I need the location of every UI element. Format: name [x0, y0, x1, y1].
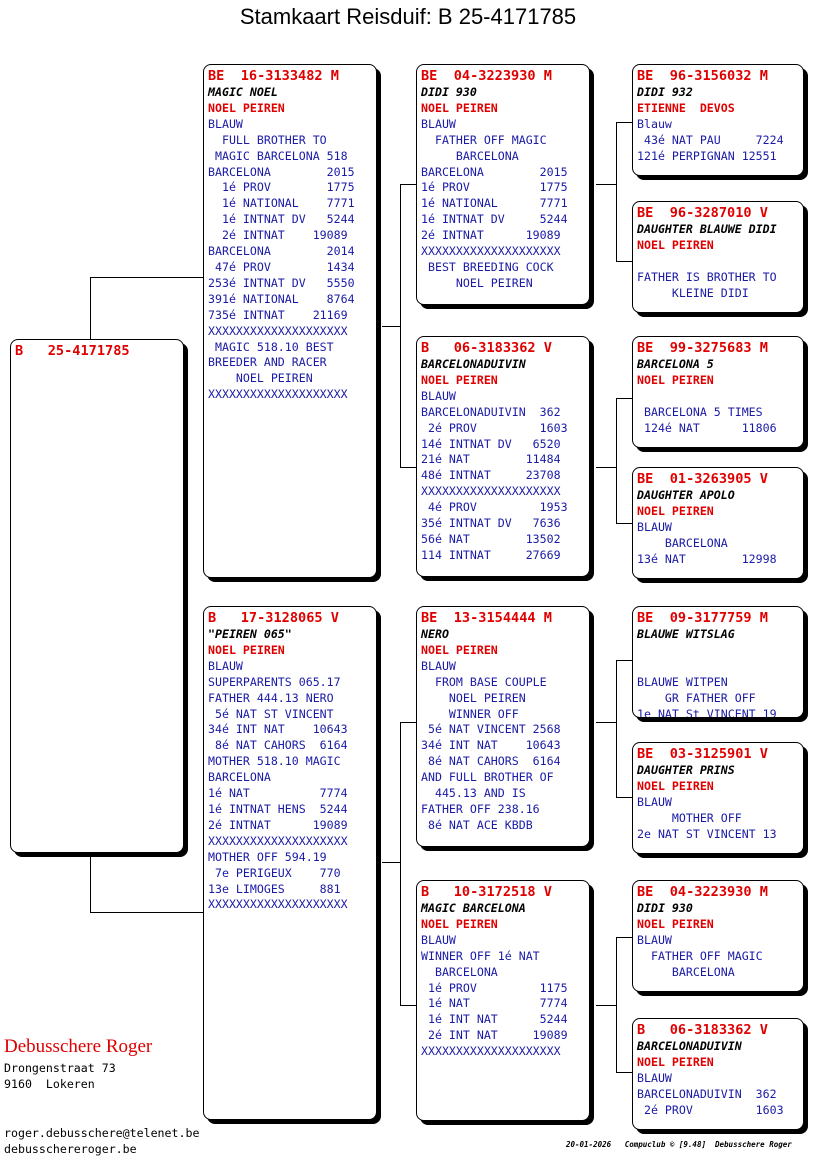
footer-text: 20-01-2026 Compuclub © [9.48] Debusschere Roger [566, 1140, 792, 1149]
info-line: FATHER OFF MAGIC [637, 948, 763, 963]
connector-line [400, 722, 401, 1006]
info-line: BREEDER AND RACER [208, 355, 327, 370]
great-grandparent-card-3 [632, 336, 804, 448]
info-line: 121é PERPIGNAN 12551 [637, 148, 777, 163]
info-line: MOTHER 518.10 MAGIC [208, 754, 341, 769]
info-line: BLAUW [637, 1070, 672, 1085]
info-line: MOTHER OFF 594.19 [208, 849, 327, 864]
breeder-name: NOEL PEIREN [637, 916, 714, 931]
info-line: BLAUW [637, 932, 672, 947]
pigeon-name: MAGIC NOEL [208, 85, 278, 99]
info-line: 1é NAT 7774 [208, 786, 348, 801]
mother-card [203, 606, 377, 1120]
paternal-grandfather-card [416, 64, 590, 305]
ring-number: B 17-3128065 V [208, 610, 339, 626]
connector-line [616, 660, 617, 798]
info-line: FULL BROTHER TO [208, 132, 327, 147]
pigeon-name: DIDI 930 [637, 901, 693, 915]
owner-city: 9160 Lokeren [4, 1077, 95, 1091]
info-line: WINNER OFF 1é NAT [421, 948, 540, 963]
great-grandparent-card-7 [632, 880, 804, 992]
connector-line [616, 937, 633, 938]
connector-line [90, 277, 91, 339]
pigeon-name: BARCELONADUIVIN [421, 357, 526, 371]
pigeon-name: DIDI 932 [637, 85, 693, 99]
info-line: 2é PROV 1603 [637, 1102, 784, 1117]
connector-line [616, 660, 633, 661]
maternal-grandfather-card [416, 606, 590, 847]
great-grandparent-card-1 [632, 64, 804, 176]
breeder-name: NOEL PEIREN [637, 1054, 714, 1069]
info-line: BLAUW [637, 794, 672, 809]
info-line: AND FULL BROTHER OF [421, 770, 554, 785]
connector-line [616, 261, 633, 262]
info-line: 48é INTNAT 23708 [421, 468, 561, 483]
pigeon-name: DAUGHTER BLAUWE DIDI [637, 222, 777, 236]
info-line: MAGIC 518.10 BEST [208, 339, 334, 354]
pigeon-name: MAGIC BARCELONA [421, 901, 526, 915]
info-line: 1é INTNAT DV 5244 [208, 212, 355, 227]
info-line: BLAUW [637, 519, 672, 534]
info-line: 2é INTNAT 19089 [421, 228, 561, 243]
connector-line [616, 122, 633, 123]
great-grandparent-card-6 [632, 742, 804, 854]
ring-number: BE 04-3223930 M [637, 884, 768, 900]
info-line: 56é NAT 13502 [421, 531, 561, 546]
maternal-grandmother-card [416, 880, 590, 1121]
breeder-name: NOEL PEIREN [637, 778, 714, 793]
connector-line [596, 1005, 616, 1006]
great-grandparent-card-4 [632, 467, 804, 579]
info-line: BARCELONA 2015 [421, 164, 568, 179]
connector-line [90, 853, 91, 912]
info-line: 1é PROV 1175 [421, 980, 568, 995]
ring-number: BE 09-3177759 M [637, 610, 768, 626]
info-line: 124é NAT 11806 [637, 420, 777, 435]
info-line: 253é INTNAT DV 5550 [208, 275, 355, 290]
great-grandparent-card-2 [632, 201, 804, 313]
pigeon-name: BARCELONA 5 [637, 357, 714, 371]
info-line: 34é INT NAT 10643 [421, 738, 561, 753]
info-line: 5é NAT VINCENT 2568 [421, 722, 561, 737]
info-line: 43é NAT PAU 7224 [637, 132, 784, 147]
info-line: NOEL PEIREN [208, 371, 313, 386]
ring-number: B 06-3183362 V [421, 340, 552, 356]
info-line: KLEINE DIDI [637, 285, 749, 300]
info-line: 47é PROV 1434 [208, 259, 355, 274]
breeder-name: NOEL PEIREN [637, 237, 714, 252]
info-line: 1é NATIONAL 7771 [208, 196, 355, 211]
info-line: BARCELONA [637, 535, 728, 550]
info-line: BLAUW [421, 658, 456, 673]
info-line: 391é NATIONAL 8764 [208, 291, 355, 306]
info-line: BLAUWE WITPEN [637, 674, 728, 689]
info-line: XXXXXXXXXXXXXXXXXXXX [421, 1044, 561, 1059]
info-line: 114 INTNAT 27669 [421, 547, 561, 562]
great-grandparent-card-5 [632, 606, 804, 718]
info-line: BLAUW [208, 116, 243, 131]
info-line: FROM BASE COUPLE [421, 674, 547, 689]
connector-line [400, 722, 417, 723]
info-line: 5é NAT ST VINCENT [208, 706, 334, 721]
connector-line [90, 277, 204, 278]
connector-line [616, 122, 617, 262]
info-line: 8é NAT CAHORS 6164 [421, 754, 561, 769]
breeder-name: NOEL PEIREN [421, 372, 498, 387]
breeder-name [637, 643, 799, 659]
pigeon-name: DAUGHTER APOLO [637, 488, 735, 502]
info-line: 4é PROV 1953 [421, 500, 568, 515]
info-line: 1é INTNAT HENS 5244 [208, 801, 348, 816]
info-line: 35é INTNAT DV 7636 [421, 516, 561, 531]
info-line: 8é NAT CAHORS 6164 [208, 738, 348, 753]
subject-card [10, 339, 184, 853]
pigeon-name: BARCELONADUIVIN [637, 1039, 742, 1053]
info-line: 1é PROV 1775 [421, 180, 568, 195]
breeder-name: NOEL PEIREN [637, 503, 714, 518]
info-line: 1é PROV 1775 [208, 180, 355, 195]
info-line: SUPERPARENTS 065.17 [208, 674, 341, 689]
info-line: 2é INTNAT 19089 [208, 228, 348, 243]
info-line: BARCELONA [208, 770, 271, 785]
info-line: 7e PERIGEUX 770 [208, 865, 341, 880]
connector-line [616, 398, 617, 524]
info-line: 2é INTNAT 19089 [208, 817, 348, 832]
ring-number: BE 96-3287010 V [637, 205, 768, 221]
info-line: 13e LIMOGES 881 [208, 881, 341, 896]
connector-line [400, 1005, 417, 1006]
ring-number: BE 13-3154444 M [421, 610, 552, 626]
ring-number: BE 03-3125901 V [637, 746, 768, 762]
breeder-name: NOEL PEIREN [421, 642, 498, 657]
info-line: FATHER OFF 238.16 [421, 801, 540, 816]
pigeon-name: DIDI 930 [421, 85, 477, 99]
paternal-grandmother-card [416, 336, 590, 577]
info-line: XXXXXXXXXXXXXXXXXXXX [421, 484, 561, 499]
info-line: BEST BREEDING COCK [421, 259, 554, 274]
info-line: 21é NAT 11484 [421, 452, 561, 467]
info-line: 2é PROV 1603 [421, 420, 568, 435]
info-line: WINNER OFF [421, 706, 519, 721]
info-line: BARCELONADUIVIN 362 [421, 404, 561, 419]
info-line: FATHER 444.13 NERO [208, 690, 334, 705]
info-line [637, 254, 799, 270]
breeder-name: NOEL PEIREN [421, 916, 498, 931]
info-line: 1e NAT St VINCENT 19 [637, 706, 777, 718]
info-line: NOEL PEIREN [421, 275, 533, 290]
connector-line [400, 184, 401, 468]
great-grandparent-card-8 [632, 1018, 804, 1130]
info-line: 1é NATIONAL 7771 [421, 196, 568, 211]
connector-line [382, 862, 400, 863]
info-line: BLAUW [208, 658, 243, 673]
connector-line [400, 184, 417, 185]
breeder-name: NOEL PEIREN [421, 100, 498, 115]
connector-line [616, 797, 633, 798]
connector-line [382, 326, 400, 327]
info-line: BLAUW [421, 388, 456, 403]
info-line: BARCELONA [421, 964, 498, 979]
info-line: BARCELONA [637, 964, 735, 979]
pigeon-name: DAUGHTER PRINS [637, 763, 735, 777]
pigeon-name: NERO [421, 627, 449, 641]
ring-number: B 06-3183362 V [637, 1022, 768, 1038]
ring-number: BE 16-3133482 M [208, 68, 339, 84]
connector-line [596, 722, 616, 723]
info-line: BARCELONA 5 TIMES [637, 404, 763, 419]
connector-line [90, 912, 204, 913]
breeder-name: ETIENNE DEVOS [637, 100, 735, 115]
breeder-name: NOEL PEIREN [208, 100, 285, 115]
info-line: 13é NAT 12998 [637, 551, 777, 566]
subject-ring: B 25-4171785 [15, 343, 130, 359]
info-line: 2e NAT ST VINCENT 13 [637, 826, 777, 841]
info-line: Blauw [637, 116, 672, 131]
info-line: 8é NAT ACE KBDB [421, 817, 533, 832]
info-line: BARCELONADUIVIN 362 [637, 1086, 777, 1101]
info-line: BLAUW [421, 932, 456, 947]
info-line: XXXXXXXXXXXXXXXXXXXX [208, 897, 348, 912]
pigeon-name: BLAUWE WITSLAG [637, 627, 735, 641]
info-line: NOEL PEIREN [421, 690, 526, 705]
info-line: 2é INT NAT 19089 [421, 1028, 568, 1043]
info-line: XXXXXXXXXXXXXXXXXXXX [421, 244, 561, 259]
info-line: 1é INT NAT 5244 [421, 1012, 568, 1027]
breeder-name: NOEL PEIREN [208, 642, 285, 657]
info-line: BARCELONA [421, 148, 519, 163]
info-line: BARCELONA 2015 [208, 164, 355, 179]
info-line: 14é INTNAT DV 6520 [421, 436, 561, 451]
info-line: 445.13 AND IS [421, 786, 526, 801]
info-line: FATHER IS BROTHER TO [637, 269, 777, 284]
connector-line [596, 467, 616, 468]
info-line: 1é NAT 7774 [421, 996, 568, 1011]
connector-line [616, 398, 633, 399]
ring-number: BE 04-3223930 M [421, 68, 552, 84]
info-line: FATHER OFF MAGIC [421, 132, 547, 147]
info-line: 735é INTNAT 21169 [208, 307, 348, 322]
connector-line [400, 467, 417, 468]
info-line: BLAUW [421, 116, 456, 131]
info-line [637, 659, 799, 675]
info-line [637, 389, 799, 405]
breeder-name: NOEL PEIREN [637, 372, 714, 387]
info-line: 34é INT NAT 10643 [208, 722, 348, 737]
connector-line [616, 937, 617, 1073]
info-line: GR FATHER OFF [637, 690, 756, 705]
pigeon-name: "PEIREN 065" [208, 627, 292, 641]
ring-number: BE 99-3275683 M [637, 340, 768, 356]
info-line: BARCELONA 2014 [208, 244, 355, 259]
ring-number: BE 01-3263905 V [637, 471, 768, 487]
info-line: 1é INTNAT DV 5244 [421, 212, 568, 227]
connector-line [616, 1072, 633, 1073]
ring-number: B 10-3172518 V [421, 884, 552, 900]
connector-line [616, 523, 633, 524]
father-card [203, 64, 377, 578]
info-line: MAGIC BARCELONA 518 [208, 148, 348, 163]
owner-name: Debusschere Roger [4, 1036, 153, 1057]
owner-street: Drongenstraat 73 [4, 1061, 116, 1075]
info-line: XXXXXXXXXXXXXXXXXXXX [208, 323, 348, 338]
ring-number: BE 96-3156032 M [637, 68, 768, 84]
connector-line [596, 184, 616, 185]
info-line: MOTHER OFF [637, 810, 742, 825]
owner-email: roger.debusschere@telenet.be [4, 1126, 200, 1140]
owner-website: debusschereroger.be [4, 1142, 137, 1156]
info-line: XXXXXXXXXXXXXXXXXXXX [208, 387, 348, 402]
info-line: XXXXXXXXXXXXXXXXXXXX [208, 833, 348, 848]
page-title: Stamkaart Reisduif: B 25-4171785 [239, 4, 577, 29]
